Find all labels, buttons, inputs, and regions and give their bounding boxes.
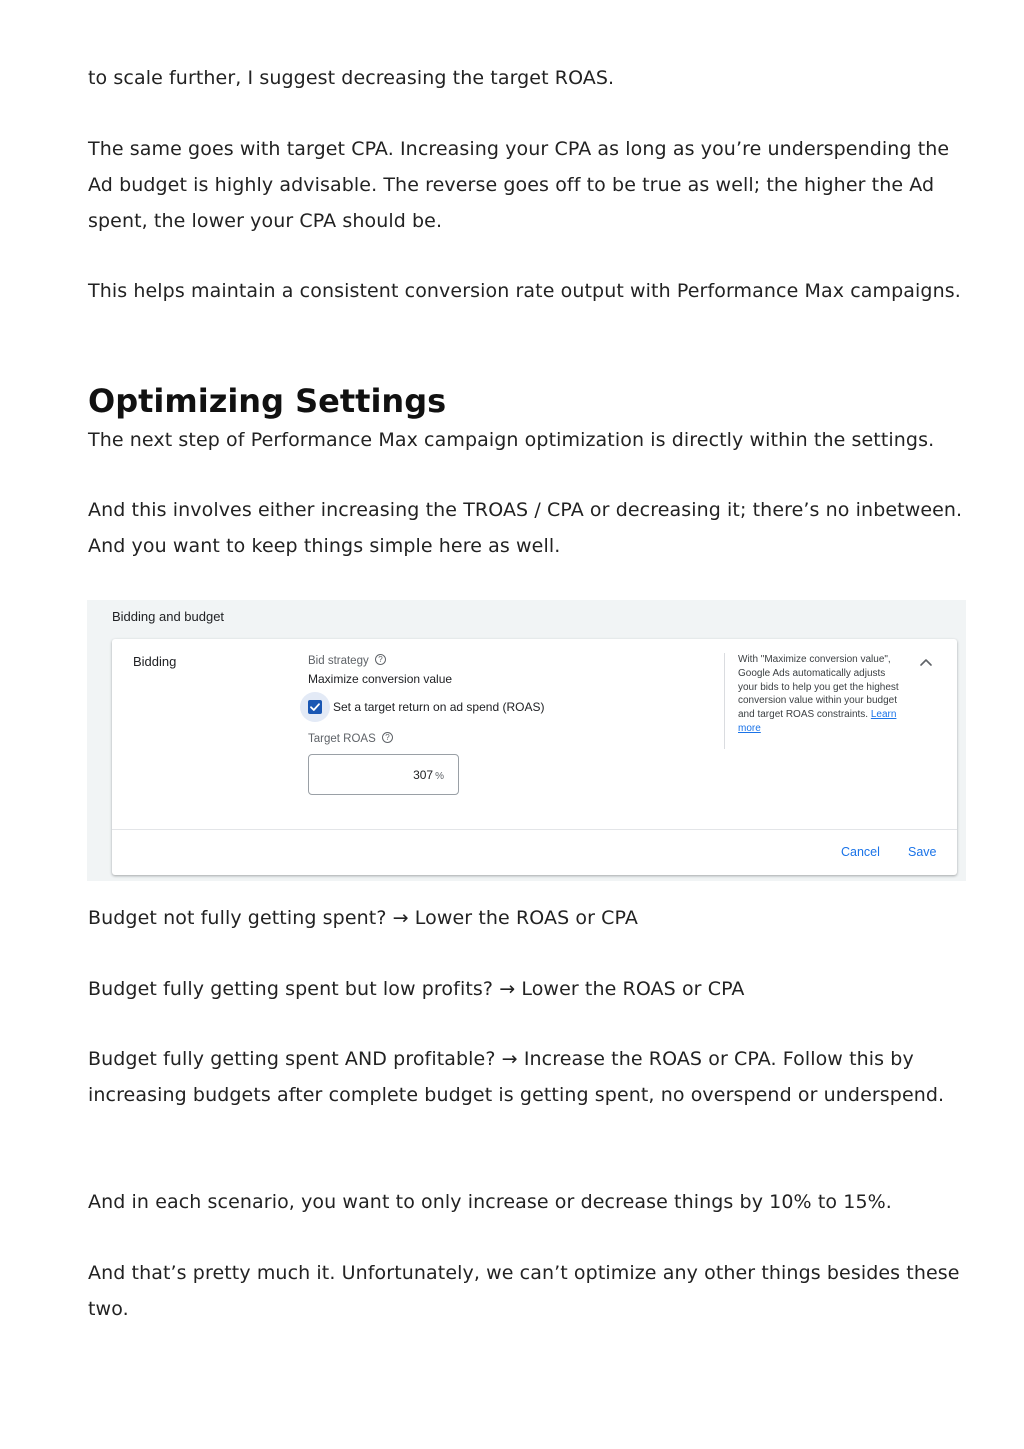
bid-strategy-label: Bid strategy: [308, 655, 369, 667]
roas-checkbox-label[interactable]: Set a target return on ad spend (ROAS): [333, 700, 545, 714]
paragraph-profitable: Budget fully getting spent AND profitable? → Increase the ROAS or CPA. Follow this by increasing budgets after complete budget is getting spent, no overspend or underspend.: [88, 1048, 945, 1106]
paragraph-scale-roas: to scale further, I suggest decreasing the target ROAS.: [88, 67, 615, 89]
cancel-button[interactable]: Cancel: [841, 845, 880, 859]
bid-strategy-value: Maximize conversion value: [308, 672, 453, 686]
target-roas-unit: %: [435, 771, 444, 782]
card-footer-divider: [112, 829, 957, 830]
paragraph-settings-intro: The next step of Performance Max campaign optimization is directly within the settings.: [88, 429, 935, 451]
target-roas-value: 307: [413, 768, 434, 782]
target-roas-value-wrap: [413, 768, 444, 782]
bid-strategy-label-group: [308, 655, 386, 667]
paragraph-target-cpa: The same goes with target CPA. Increasing your CPA as long as you’re underspending the Ad budget is highly advisable. The reverse goes off to be true as well; the higher the Ad spent, the lower your CPA should be.: [88, 138, 950, 232]
strategy-help-note: [738, 653, 906, 736]
chevron-up-icon[interactable]: [918, 656, 934, 668]
help-circle-icon[interactable]: ?: [375, 654, 386, 665]
target-roas-input[interactable]: [308, 754, 459, 795]
paragraph-increase-decrease: And in each scenario, you want to only increase or decrease things by 10% to 15%.: [88, 1191, 892, 1213]
bidding-budget-title: Bidding and budget: [112, 609, 225, 624]
target-roas-label-group: [308, 733, 393, 745]
learn-more-link[interactable]: Learn more: [738, 709, 897, 734]
target-roas-label: Target ROAS: [308, 733, 376, 745]
roas-checkbox[interactable]: [308, 700, 322, 714]
bidding-budget-screenshot: [87, 600, 966, 881]
strategy-help-text: With "Maximize conversion value", Google Ads automatically adjusts your bids to help you get the highest conversion value within your budget and target ROAS constraints.: [738, 654, 899, 721]
paragraph-troas-cpa: And this involves either increasing the TROAS / CPA or decreasing it; there’s no inbetween. And you want to keep things simple here as well.: [88, 499, 963, 557]
paragraph-conclusion: And that’s pretty much it. Unfortunately, we can’t optimize any other things besides these two.: [88, 1262, 960, 1320]
paragraph-budget-not-spent: Budget not fully getting spent? → Lower the ROAS or CPA: [88, 907, 638, 929]
checkmark-icon: [309, 701, 321, 713]
help-circle-icon[interactable]: ?: [382, 732, 393, 743]
paragraph-conversion-rate: This helps maintain a consistent conversion rate output with Performance Max campaigns.: [88, 280, 961, 302]
vertical-divider: [724, 653, 725, 749]
bidding-row-label: Bidding: [133, 654, 177, 669]
save-button[interactable]: Save: [908, 845, 937, 859]
bidding-card: [112, 639, 957, 875]
paragraph-low-profits: Budget fully getting spent but low profits? → Lower the ROAS or CPA: [88, 978, 745, 1000]
section-heading: Optimizing Settings: [88, 382, 447, 420]
